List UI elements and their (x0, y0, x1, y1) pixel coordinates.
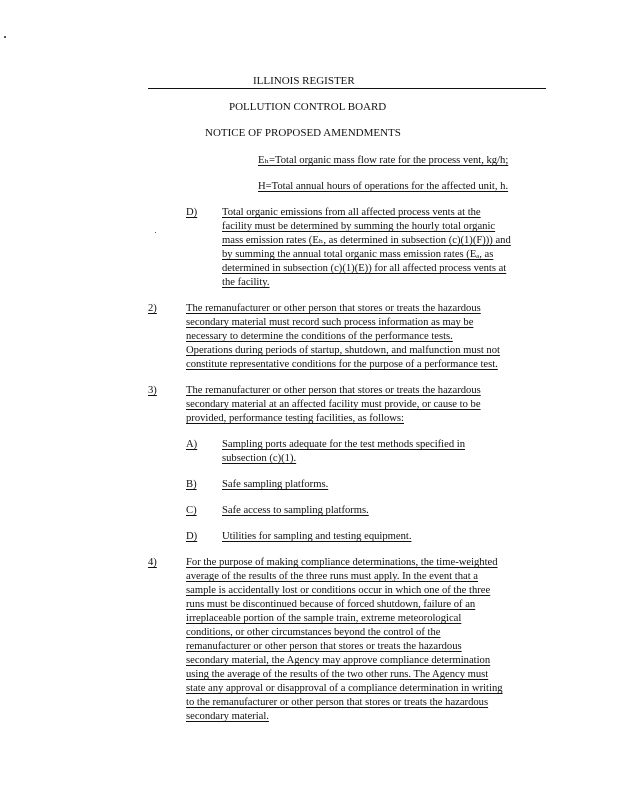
item-d-line: determined in subsection (c)(1)(E)) for all affected process vents at (222, 263, 507, 274)
item-2-label: 2) (148, 303, 157, 314)
subitem-d-label: D) (186, 531, 198, 542)
item-2-line: necessary to determine the conditions of the performance tests. (186, 331, 453, 342)
subitem-a-line: subsection (c)(1). (222, 453, 297, 464)
item-4-line: runs must be discontinued because of forced shutdown, failure of an (186, 599, 476, 610)
item-d-line: mass emission rates (Eₕ, as determined in subsection (c)(1)(F))) and (222, 235, 511, 246)
item-4-line: secondary material, the Agency may approve compliance determination (186, 655, 491, 666)
item-4-line: average of the results of the three runs must apply. In the event that a (186, 571, 479, 582)
item-3-line: secondary material at an affected facility must provide, or cause to be (186, 399, 481, 410)
item-2-line: secondary material must record such process information as may be (186, 317, 474, 328)
register-title: ILLINOIS REGISTER (253, 75, 355, 87)
scan-dot (4, 36, 6, 38)
item-d-line: by summing the annual total organic mass emission rates (Eₐ, as (222, 249, 494, 260)
item-3-line: The remanufacturer or other person that stores or treats the hazardous (186, 385, 481, 396)
scan-dot (155, 232, 156, 233)
definition-eh: Eₕ=Total organic mass flow rate for the process vent, kg/h; (258, 155, 509, 166)
subitem-a-label: A) (186, 439, 198, 450)
item-2-line: Operations during periods of startup, shutdown, and malfunction must not (186, 345, 500, 356)
item-d-line: the facility. (222, 277, 270, 288)
item-4-line: remanufacturer or other person that stores or treats the hazardous (186, 641, 462, 652)
item-4-line: irreplaceable portion of the sample train, extreme meteorological (186, 613, 462, 624)
subitem-c-line: Safe access to sampling platforms. (222, 505, 369, 516)
definition-h: H=Total annual hours of operations for the affected unit, h. (258, 181, 509, 192)
subitem-c-label: C) (186, 505, 197, 516)
item-2-line: The remanufacturer or other person that stores or treats the hazardous (186, 303, 481, 314)
item-4-line: to the remanufacturer or other person that stores or treats the hazardous (186, 697, 489, 708)
notice-title: NOTICE OF PROPOSED AMENDMENTS (205, 127, 401, 139)
item-4-line: sample is accidentally lost or conditions occur in which one of the three (186, 585, 491, 596)
item-d-label: D) (186, 207, 198, 218)
board-title: POLLUTION CONTROL BOARD (229, 101, 387, 113)
item-4-line: state any approval or disapproval of a compliance determination in writing (186, 683, 503, 694)
item-2-line: constitute representative conditions for the purpose of a performance test. (186, 359, 498, 370)
item-4-label: 4) (148, 557, 157, 568)
item-4-line: using the average of the results of the two other runs. The Agency must (186, 669, 489, 680)
subitem-a-line: Sampling ports adequate for the test methods specified in (222, 439, 466, 450)
item-4-line: For the purpose of making compliance determinations, the time-weighted (186, 557, 498, 568)
item-4-line: secondary material. (186, 711, 269, 722)
subitem-b-label: B) (186, 479, 197, 490)
item-3-line: provided, performance testing facilities, as follows: (186, 413, 404, 424)
item-d-line: Total organic emissions from all affected process vents at the (222, 207, 481, 218)
subitem-d-line: Utilities for sampling and testing equipment. (222, 531, 412, 542)
item-d-line: facility must be determined by summing the hourly total organic (222, 221, 496, 232)
item-3-label: 3) (148, 385, 157, 396)
subitem-b-line: Safe sampling platforms. (222, 479, 329, 490)
item-4-line: conditions, or other circumstances beyond the control of the (186, 627, 441, 638)
